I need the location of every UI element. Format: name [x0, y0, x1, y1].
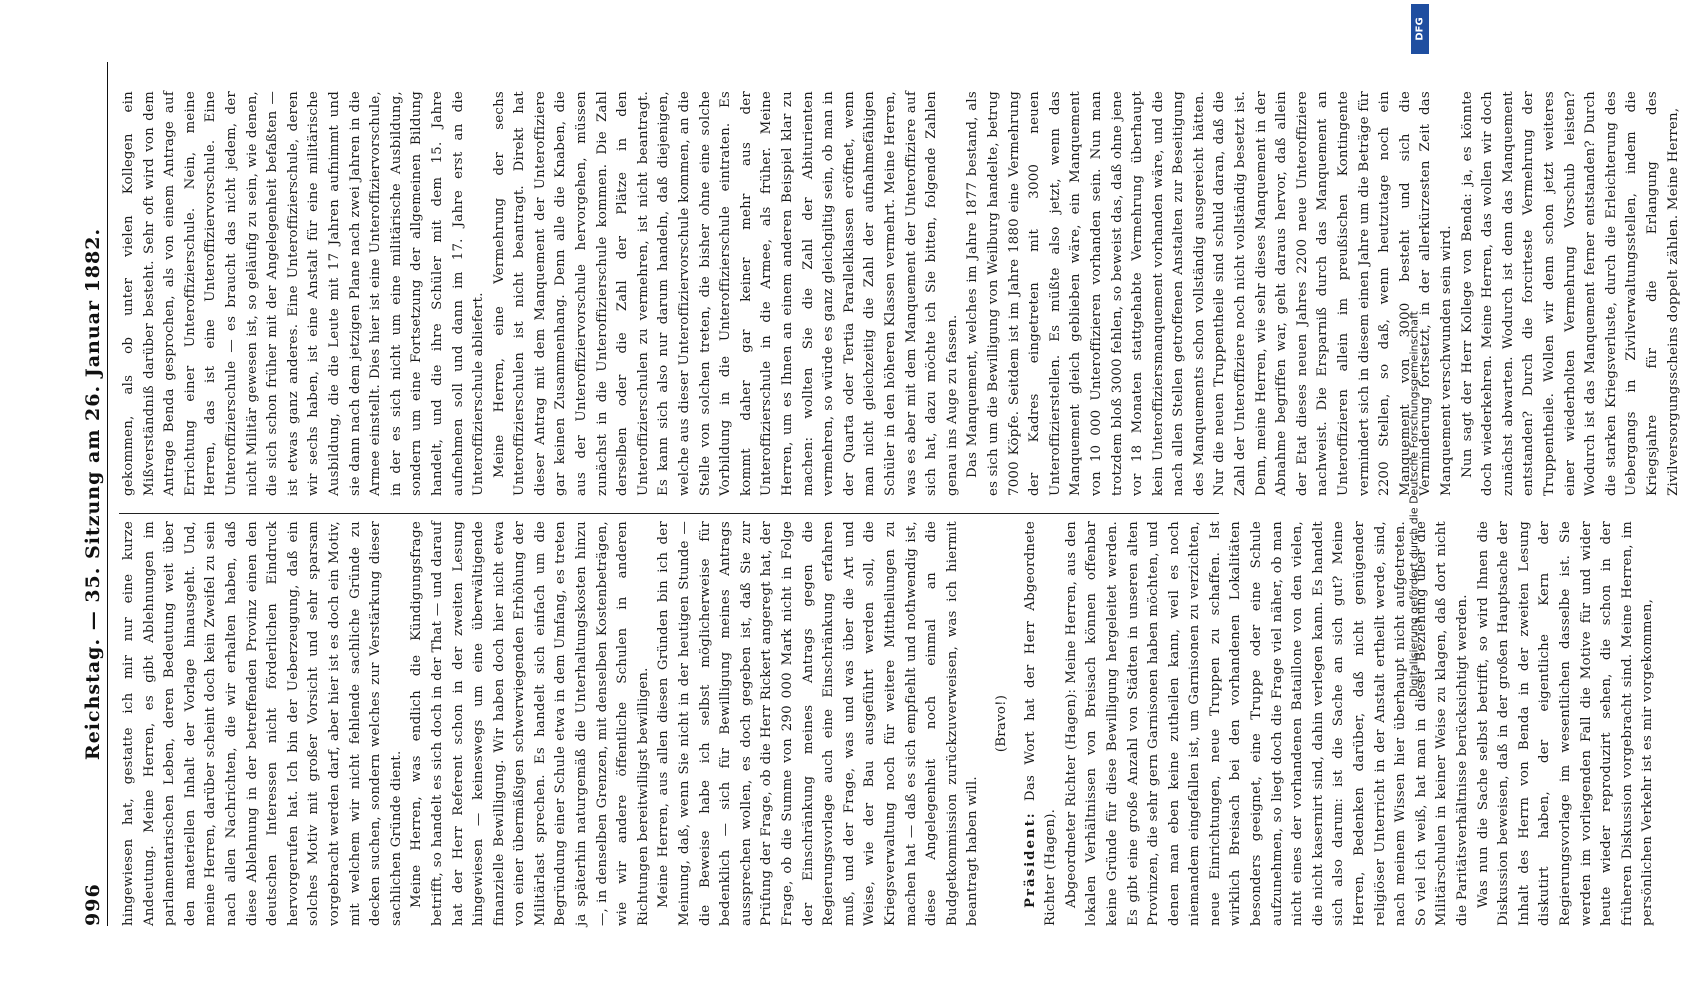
- digitization-credit: [1394, 4, 1432, 1000]
- paragraph: Abgeordneter Richter (Hagen): Meine Herren, aus den lokalen Verhältnissen von Breisach können offenbar keine Gründe für diese Bewilligung hergeleitet werden. Es gibt eine große Anzahl von Städten in unseren alten Provinzen, die sehr gern Garnisonen haben möchten, und denen man eben keine zutheilen kann, weil es noch niemandem eingefallen ist, um Garnisonen zu verzichten, neue Einrichtungen, neue Truppen zu schaffen. Ist wirklich Breisach bei den vorhandenen Lokalitäten besonders geeignet, eine Truppe oder eine Schule aufzunehmen, so liegt doch die Frage viel näher, ob man nicht eines der vorhandenen Bataillone von den vielen, die nicht kasernirt sind, dahin verlegen kann. Es handelt sich also darum: ist die Sache an sich gut? Meine Herren, Bedenken darüber, daß nicht genügender religiöser Unterricht in der Anstalt ertheilt werde, sind, nach meinem Wissen hier überhaupt nicht aufgetreten. So viel ich weiß, hat man in dieser Beziehung über die Militärschulen in keiner Weise zu klagen, daß dort nicht die Paritätsverhältnisse berücksichtigt werden.: [1063, 521, 1470, 926]
- paragraph: gekommen, als ob unter vielen Kollegen ein Mißverständniß darüber besteht. Sehr oft wird von dem Antrage Benda gesprochen, als von einem Antrage auf Errichtung einer Unteroffizierschule. Nein, meine Herren, das ist eine Unteroffiziervorschule. Eine Unteroffizierschule — es braucht das nicht jedem, der nicht Militär gewesen ist, so geläufig zu sein, wie denen, die sich schon früher mit der Angelegenheit befaßten — ist etwas ganz anderes. Eine Unteroffizierschule, deren wir sechs haben, ist eine Anstalt für eine militärische Ausbildung, die die Leute mit 17 Jahren aufnimmt und sie dann nach dem jetzigen Plane nach zwei Jahren in die Armee einstellt. Dies hier ist eine Unteroffiziervorschule, in der es sich nicht um eine militärische Ausbildung, sondern um eine Fortsetzung der allgemeinen Bildung handelt, und die ihre Schüler mit dem 15. Jahre aufnehmen soll und dann im 17. Jahre erst an die Unteroffizierschule abliefert.: [121, 91, 487, 496]
- paragraph: Meine Herren, aus allen diesen Gründen bin ich der Meinung, daß, wenn Sie nicht in der heutigen Stunde — die Beweise habe ich selbst möglicherweise für bedenklich — sich für Bewilligung meines Antrags aussprechen wollen, es doch gegeben ist, daß Sie zur Prüfung der Frage, ob die Herr Rickert angeregt hat, der Frage, ob die Summe von 290 000 Mark nicht in Folge der Einschränkung meines Antrags gegen die Regierungsvorlage auch eine Einschränkung erfahren muß, und der Frage, was und was über die Art und Weise, wie der Bau ausgeführt werden soll, die Kriegsverwaltung noch für weitere Mittheilungen zu machen hat — daß es sich empfiehlt und nothwendig ist, diese Angelegenheit noch einmal an die Budgetkommission zurückzuverweisen, was ich hiermit beantragt haben will.: [656, 521, 981, 926]
- president-text: Das Wort hat der Herr Abgeordnete Richter (Hagen).: [1022, 520, 1059, 926]
- paragraph: Meine Herren, eine Vermehrung der sechs Unteroffizierschulen ist nicht beantragt. Direkt hat dieser Antrag mit dem Manquement der Unteroffiziere gar keinen Zusammenhang. Denn alle die Knaben, die aus der Unteroffiziervorschule hervorgehen, müssen zunächst in die Unteroffizierschule kommen. Die Zahl derselben oder die Zahl der Plätze in den Unteroffizierschulen zu vermehren, ist nicht beantragt. Es kann sich also nur darum handeln, daß diejenigen, welche aus dieser Unteroffiziervorschule kommen, an die Stelle von solchen treten, die bisher ohne eine solche Vorbildung in die Unteroffizierschule eintraten. Es kommt daher gar keiner mehr aus der Unteroffizierschule in die Armee, als früher. Meine Herren, um es Ihnen an einem anderen Beispiel klar zu machen: wollten Sie die Zahl der Abiturienten vermehren, so würde es ganz gleichgiltig sein, ob man in der Quarta oder Tertia Parallelklassen eröffnet, wenn man nicht gleichzeitig die Zahl der aufnahmefähigen Schüler in den höheren Klassen vermehrt. Meine Herren, was es aber mit dem Manquement der Unteroffiziere auf sich hat, dazu möchte ich Sie bitten, folgende Zahlen genau ins Auge zu fassen.: [491, 91, 960, 496]
- dfg-logo: [1411, 4, 1429, 54]
- credit-text: Digitalisierung gefördert durch die Deutsche Forschungsgemeinschaft: [1407, 311, 1421, 697]
- running-title: Reichstag. — 35. Sitzung am 26. Januar 1882.: [82, 227, 104, 761]
- paragraph: Was nun die Sache selbst betrifft, so wird Ihnen die Diskussion beweisen, daß in der großen Hauptsache der Inhalt des Herrn von Benda in der zweiten Lesung diskutirt haben, der eigentliche Kern der Regierungsvorlage im wesentlichen dasselbe ist. Sie werden im vorliegenden Fall die Motive für und wider heute wieder reproduzirt sehen, die schon in der früheren Diskussion vorgebracht sind. Meine Herren, im persönlichen Verkehr ist es mir vorgekommen,: [1475, 521, 1656, 926]
- dfg-logo-text: DFG: [1414, 17, 1426, 41]
- paragraph: hingewiesen hat, gestatte ich mir nur eine kurze Andeutung. Meine Herren, es gibt Ablehnungen im parlamentarischen Leben, deren Bedeutung weit über den materiellen Inhalt der Vorlage hinausgeht. Und, meine Herren, darüber scheint doch kein Zweifel zu sein nach allen Nachrichten, die wir erhalten haben, daß diese Ablehnung in der betreffenden Provinz einen den deutschen Interessen nicht förderlichen Eindruck hervorgerufen hat. Ich bin der Ueberzeugung, daß ein solches Motiv mit großer Vorsicht und sehr sparsam vorgebracht werden darf, aber hier ist es doch ein Motiv, mit welchem wir nicht fehlende sachliche Gründe zu decken suchen, sondern welches zur Verstärkung dieser sachlichen Gründe dient.: [121, 521, 404, 926]
- president-statement: [1021, 521, 1062, 926]
- paragraph: Das Manquement, welches im Jahre 1877 bestand, als es sich um die Bewilligung von Weilburg handelte, betrug 7000 Köpfe. Seitdem ist im Jahre 1880 eine Vermehrung der Kadres eingetreten mit 3000 neuen Unteroffizierstellen. Es müßte also jetzt, wenn das Manquement gleich geblieben wäre, ein Manquement von 10 000 Unteroffizieren vorhanden sein. Nun man trotzdem bloß 3000 fehlen, so beweist das, daß ohne jene vor 18 Monaten stattgehabte Vermehrung überhaupt kein Unteroffiziersmanquement vorhanden wäre, und die nach allen Stellen getroffenen Anstalten zur Beseitigung des Manquements schon vollständig ausgereicht hätten. Nur die neuen Truppentheile sind schuld daran, daß die Zahl der Unteroffiziere noch nicht vollständig besetzt ist. Denn, meine Herren, wie sehr dieses Manquement in der Abnahme begriffen war, geht daraus hervor, daß allein der Etat dieses neuen Jahres 2200 neue Unteroffiziere nachweist. Die Ersparniß durch das Manquement an Unteroffizieren allein im preußischen Kontingente vermindert sich in diesem einen Jahre um die Beträge für 2200 Stellen, so daß, wenn heutzutage noch ein Manquement von 3000 besteht und sich die Verminderung fortsetzt, in der allerkürzesten Zeit das Manquement verschwunden sein wird.: [965, 91, 1454, 496]
- speaker-label: Präsident:: [1022, 811, 1038, 908]
- paragraph: Nun sagt der Herr Kollege von Benda: ja, es könnte doch wiederkehren. Meine Herren, das wollen wir doch zunächst abwarten. Wodurch ist denn das Manquement entstanden? Durch die forcirteste Vermehrung der Truppentheile. Wollen wir denn schon jetzt weiteres einer wiederholten Vermehrung Vorschub leisten? Wodurch ist das Manquement ferner entstanden? Durch die starken Kriegsverluste, durch die Erleichterung des Uebergangs in Zivilverwaltungsstellen, indem die Kriegsjahre für die Erlangung des Zivilversorgungsscheins doppelt zählen. Meine Herren,: [1459, 91, 1681, 496]
- paragraph: Meine Herren, was endlich die Kündigungsfrage betrifft, so handelt es sich doch in der That — und darauf hat der Herr Referent schon in der zweiten Lesung hingewiesen — keineswegs um eine überwältigende finanzielle Bewilligung. Wir haben doch hier nicht etwa von einer übermäßigen schwerwiegenden Erhöhung der Militärlast sprechen. Es handelt sich einfach um die Begründung einer Schule etwa in dem Umfang, es treten ja späterhin naturgemäß die Unterhaltungskosten hinzu —, in denselben Grenzen, mit denselben Kostenbeträgen, wie wir andere öffentliche Schulen in anderen Richtungen bereitwilligst bewilligen.: [409, 521, 651, 926]
- column-divider: [119, 513, 1219, 514]
- right-column: [119, 91, 1684, 496]
- page-number: 996: [82, 883, 104, 926]
- applause-note: (Bravo!): [993, 694, 1009, 753]
- page-header: [79, 62, 108, 926]
